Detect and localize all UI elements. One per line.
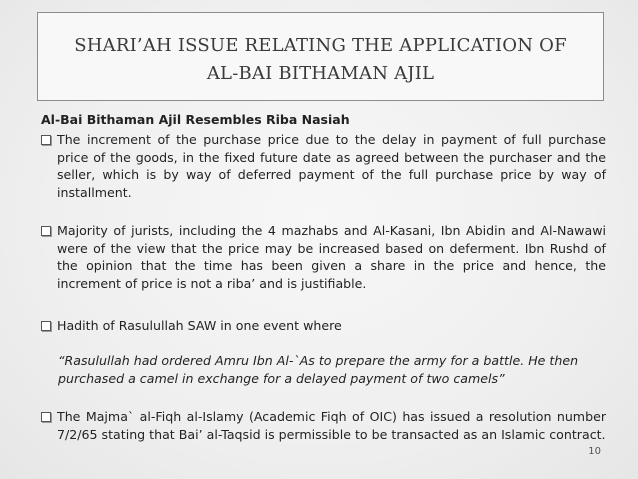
bullet-point-3: [40, 317, 606, 335]
page-number: 10: [588, 446, 601, 457]
hadith-quote: “Rasulullah had ordered Amru Ibn Al-`As to prepare the army for a battle. He then purchased a camel in exchange for a delayed payment of two camels”: [58, 353, 579, 386]
bullet-text: The increment of the purchase price due to the delay in payment of full purchase price of the goods, in the fixed future date as agreed between the purchaser and the seller, which is by way of deferred payment of the full purchase price by way of installment.: [57, 132, 606, 200]
checkbox-bullet-icon: [41, 412, 51, 422]
bullet-point-4: [40, 408, 606, 443]
bullet-point-1: [40, 131, 606, 201]
checkbox-bullet-icon: [41, 321, 51, 331]
slide-subtitle: Al-Bai Bithaman Ajil Resembles Riba Nasiah: [41, 112, 350, 127]
title-box: [37, 12, 604, 101]
bullet-text: The Majma` al-Fiqh al-Islamy (Academic Fiqh of OIC) has issued a resolution number 7/2/65 stating that Bai’ al-Taqsid is permissible to be transacted as an Islamic contract.: [57, 409, 606, 442]
bullet-text: Majority of jurists, including the 4 mazhabs and Al-Kasani, Ibn Abidin and Al-Nawawi were of the view that the price may be increased based on deferment. Ibn Rushd of the opinion that the time has been given a share in the price and hence, the increment of price is not a riba’ and is justifiable.: [57, 223, 606, 291]
checkbox-bullet-icon: [41, 135, 51, 145]
bullet-point-2: [40, 222, 606, 292]
slide-title-line1: SHARI’AH ISSUE RELATING THE APPLICATION OF: [74, 35, 567, 56]
slide-title-line2: AL-BAI BITHAMAN AJIL: [206, 63, 435, 84]
bullet-text: Hadith of Rasulullah SAW in one event where: [57, 318, 342, 333]
checkbox-bullet-icon: [41, 226, 51, 236]
